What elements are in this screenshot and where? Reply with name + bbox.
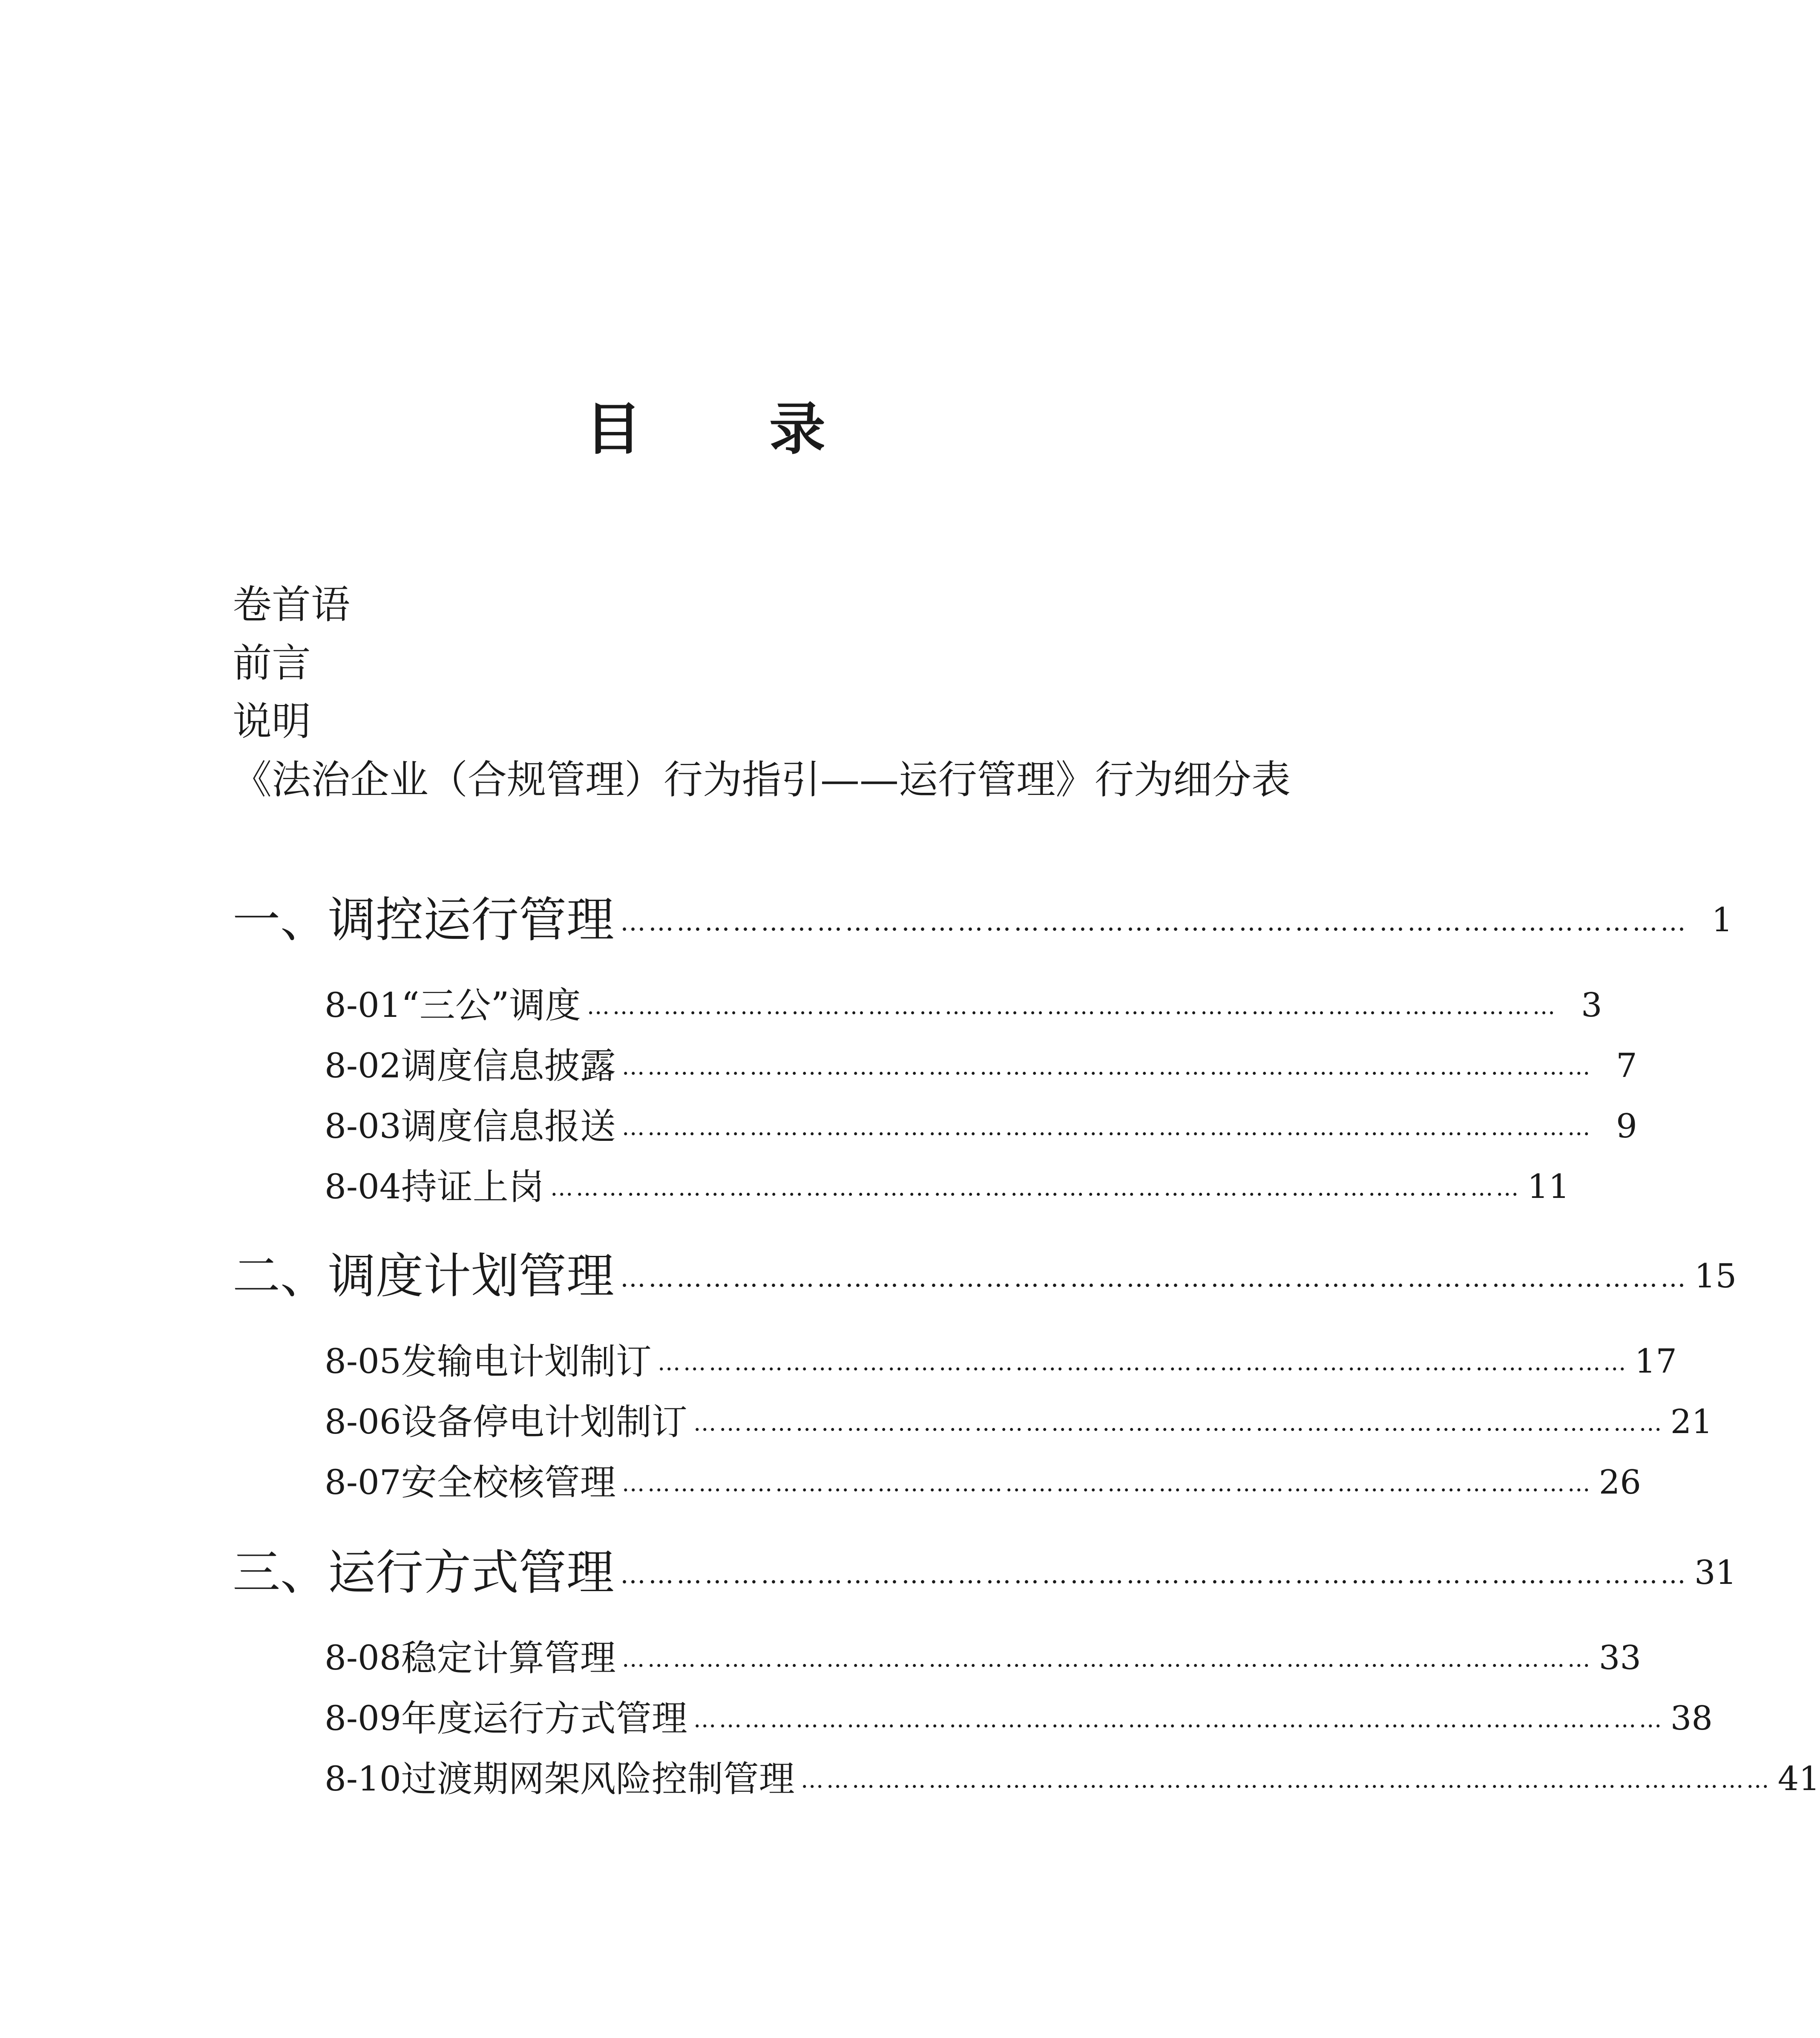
toc-item[interactable] <box>325 1040 1637 1091</box>
section-label: 二、调度计划管理 <box>233 1249 614 1304</box>
toc-item[interactable] <box>325 1457 1642 1508</box>
front-matter-item[interactable]: 《法治企业（合规管理）行为指引——运行管理》行为细分表 <box>233 757 1291 803</box>
toc-section-2[interactable] <box>233 1246 1737 1306</box>
dot-leader: …………………………………………………………………………………………………… <box>620 1560 1688 1589</box>
front-matter-item[interactable]: 说明 <box>233 699 311 744</box>
dot-leader: …………………………………………………………………………………………………… <box>621 1470 1593 1497</box>
front-matter-item[interactable]: 卷首语 <box>233 582 351 628</box>
dot-leader: …………………………………………………………………………………………………… <box>657 1349 1629 1376</box>
item-page-number: 9 <box>1616 1107 1637 1146</box>
item-code: 8-04 <box>325 1167 401 1206</box>
dot-leader: …………………………………………………………………………………………………… <box>621 1645 1593 1672</box>
dot-leader: …………………………………………………………………………………………………… <box>587 993 1558 1019</box>
item-page-number: 21 <box>1670 1403 1713 1441</box>
item-page-number: 26 <box>1599 1463 1642 1502</box>
item-label: 过渡期网架风险控制管理 <box>401 1758 795 1800</box>
section-label: 三、运行方式管理 <box>233 1545 614 1600</box>
toc-item[interactable] <box>325 1632 1642 1684</box>
dot-leader: …………………………………………………………………………………………………… <box>620 1263 1688 1293</box>
toc-item[interactable] <box>325 1753 1820 1805</box>
dot-leader: …………………………………………………………………………………………………… <box>693 1409 1665 1436</box>
section-label: 一、调控运行管理 <box>233 892 614 948</box>
toc-section-1[interactable] <box>233 890 1733 950</box>
dot-leader: …………………………………………………………………………………………………… <box>693 1706 1665 1733</box>
item-page-number: 41 <box>1777 1760 1820 1798</box>
item-page-number: 38 <box>1670 1699 1713 1738</box>
toc-item[interactable] <box>325 1101 1637 1152</box>
item-page-number: 7 <box>1616 1047 1637 1085</box>
front-matter-item[interactable]: 前言 <box>233 640 311 686</box>
dot-leader: …………………………………………………………………………………………………… <box>800 1766 1772 1793</box>
item-page-number: 33 <box>1599 1639 1642 1677</box>
toc-item[interactable] <box>325 1396 1713 1448</box>
item-code: 8-08 <box>325 1638 401 1678</box>
title-char-1: 目 <box>585 397 641 462</box>
dot-leader: …………………………………………………………………………………………………… <box>550 1174 1521 1201</box>
item-code: 8-06 <box>325 1402 401 1442</box>
item-label: 发输电计划制订 <box>401 1341 652 1382</box>
item-page-number: 3 <box>1581 986 1602 1025</box>
toc-item[interactable] <box>325 1693 1713 1744</box>
item-label: 稳定计算管理 <box>401 1637 616 1679</box>
item-page-number: 11 <box>1527 1168 1570 1206</box>
item-label: 安全校核管理 <box>401 1462 616 1503</box>
item-page-number: 17 <box>1634 1342 1677 1381</box>
item-code: 8-03 <box>325 1106 401 1146</box>
item-code: 8-01 <box>325 985 401 1025</box>
dot-leader: …………………………………………………………………………………………………… <box>621 1114 1593 1140</box>
title-char-2: 录 <box>769 397 825 462</box>
page-title <box>0 391 1411 468</box>
section-page-number: 31 <box>1694 1554 1737 1592</box>
item-label: 持证上岗 <box>401 1166 544 1208</box>
section-page-number: 15 <box>1694 1257 1737 1295</box>
toc-section-3[interactable] <box>233 1543 1737 1603</box>
item-label: “三公”调度 <box>401 984 581 1026</box>
item-label: 年度运行方式管理 <box>401 1698 687 1739</box>
item-code: 8-02 <box>325 1046 401 1085</box>
item-label: 设备停电计划制订 <box>401 1401 687 1443</box>
item-label: 调度信息报送 <box>401 1105 616 1147</box>
section-page-number: 1 <box>1711 901 1733 939</box>
item-code: 8-09 <box>325 1698 401 1738</box>
toc-item[interactable] <box>325 1336 1677 1387</box>
dot-leader: …………………………………………………………………………………………………… <box>621 1053 1593 1080</box>
item-code: 8-10 <box>325 1759 401 1799</box>
toc-item[interactable] <box>325 1161 1570 1212</box>
dot-leader: …………………………………………………………………………………………………… <box>620 907 1688 937</box>
item-code: 8-07 <box>325 1462 401 1502</box>
toc-item[interactable] <box>325 980 1602 1031</box>
item-label: 调度信息披露 <box>401 1045 616 1087</box>
item-code: 8-05 <box>325 1341 401 1381</box>
